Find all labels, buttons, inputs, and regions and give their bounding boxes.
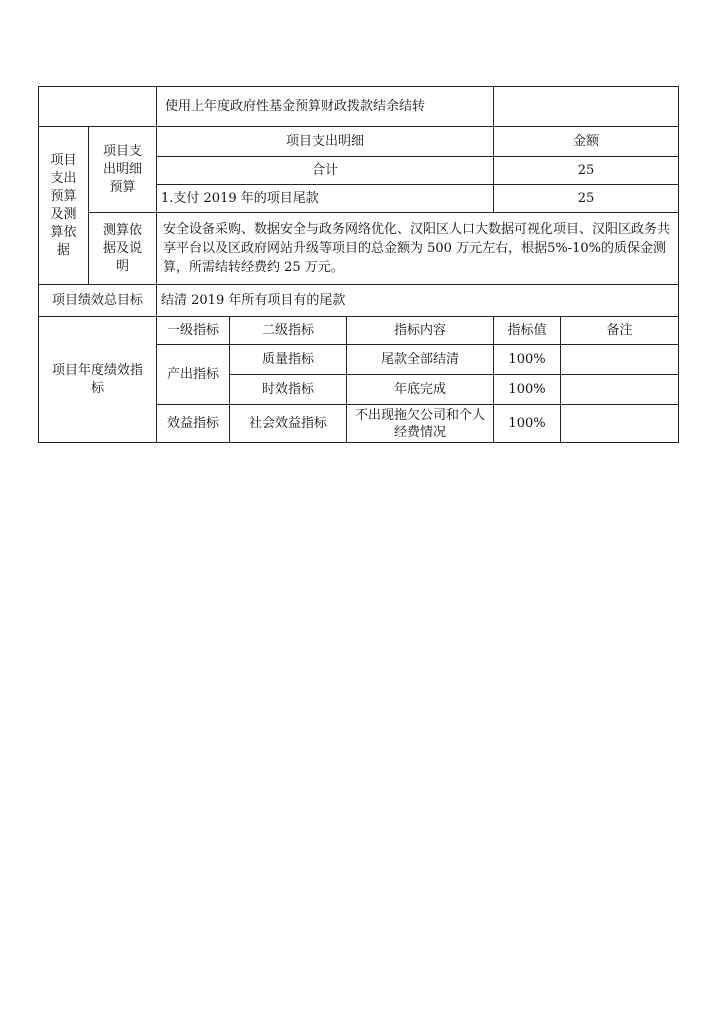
basis-text: 安全设备采购、数据安全与政务网络优化、汉阳区人口大数据可视化项目、汉阳区政务共享平台以及区政府网站升级等项目的总金额为 500 万元左右，根据5%-10%的质保金测算，所需结转经费约 25 万元。 (157, 213, 679, 285)
overall-goal-label: 项目绩效总目标 (39, 285, 157, 317)
annual-indicators-label: 项目年度绩效指标 (39, 317, 157, 443)
content-cell: 不出现拖欠公司和个人经费情况 (347, 405, 494, 443)
expense-header-row (39, 127, 679, 157)
budget-table (38, 86, 679, 443)
note-cell (561, 405, 679, 443)
empty-cell (494, 87, 679, 127)
detail-budget-label: 项目支出明细预算 (89, 127, 157, 213)
note-cell (561, 375, 679, 405)
detail-header: 项目支出明细 (157, 127, 494, 157)
expense-section-label: 项目支出预算及测算依据 (39, 127, 89, 285)
note-cell (561, 345, 679, 375)
basis-row (39, 213, 679, 285)
fund-source-row (39, 87, 679, 127)
level1-benefit: 效益指标 (157, 405, 230, 443)
level2-cell: 时效指标 (230, 375, 347, 405)
level1-output: 产出指标 (157, 345, 230, 405)
overall-goal-value: 结清 2019 年所有项目有的尾款 (157, 285, 679, 317)
header-note: 备注 (561, 317, 679, 345)
header-content: 指标内容 (347, 317, 494, 345)
fund-source-text: 使用上年度政府性基金预算财政拨款结余结转 (165, 98, 426, 114)
header-level2: 二级指标 (230, 317, 347, 345)
header-value: 指标值 (494, 317, 561, 345)
total-label: 合计 (157, 157, 494, 185)
value-cell: 100% (494, 405, 561, 443)
header-level1: 一级指标 (157, 317, 230, 345)
level2-cell: 社会效益指标 (230, 405, 347, 443)
basis-label: 测算依据及说明 (89, 213, 157, 285)
empty-cell (39, 87, 157, 127)
item1-label: 1.支付 2019 年的项目尾款 (157, 185, 494, 213)
content-cell: 尾款全部结清 (347, 345, 494, 375)
annual-header-row (39, 317, 679, 345)
amount-header: 金额 (494, 127, 679, 157)
overall-goal-row (39, 285, 679, 317)
total-value: 25 (494, 157, 679, 185)
value-cell: 100% (494, 375, 561, 405)
fund-source-cell (157, 87, 494, 127)
item1-value: 25 (494, 185, 679, 213)
level2-cell: 质量指标 (230, 345, 347, 375)
value-cell: 100% (494, 345, 561, 375)
content-cell: 年底完成 (347, 375, 494, 405)
